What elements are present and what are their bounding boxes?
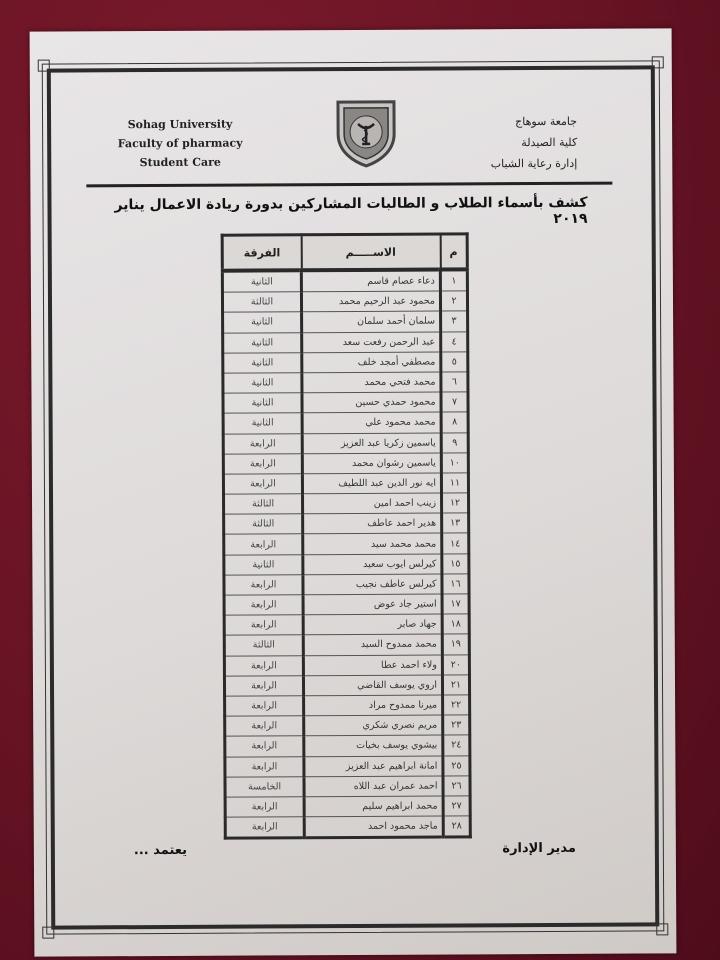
student-name: امانة ابراهيم عبد العزيز xyxy=(304,756,443,777)
student-name: دعاء عصام قاسم xyxy=(301,270,440,292)
table-row xyxy=(224,513,469,534)
table-row xyxy=(223,473,468,494)
student-name: هدير احمد عاطف xyxy=(303,513,442,534)
student-grade: الرابعة xyxy=(224,575,303,596)
student-grade: الثانية xyxy=(223,393,302,414)
table-row xyxy=(225,776,470,797)
student-grade: الرابعة xyxy=(223,453,302,474)
row-number: ١٠ xyxy=(441,453,468,473)
table-row xyxy=(224,675,469,696)
table-row xyxy=(224,574,469,595)
student-name: سلمان أحمد سلمان xyxy=(302,311,441,332)
column-header-grade: الفرقة xyxy=(222,235,301,271)
student-name: اروي يوسف القاضي xyxy=(303,675,442,696)
student-name: احمد عمران عبد اللاه xyxy=(304,776,443,797)
row-number: ٢٤ xyxy=(443,735,470,755)
student-grade: الرابعة xyxy=(224,534,303,555)
table-row xyxy=(225,715,470,736)
student-grade: الرابعة xyxy=(223,433,302,454)
student-grade: الخامسة xyxy=(225,776,304,797)
student-grade: الثانية xyxy=(223,312,302,333)
row-number: ٢٧ xyxy=(443,796,470,816)
table-row xyxy=(223,331,468,352)
corner-ornament-icon xyxy=(656,923,668,935)
student-name: كيرلس ايوب سعيد xyxy=(303,554,442,575)
table-row xyxy=(223,432,468,453)
table-row xyxy=(222,269,467,292)
row-number: ١٣ xyxy=(442,513,469,533)
table-row xyxy=(223,453,468,474)
row-number: ٥ xyxy=(441,352,468,372)
student-name: زينب احمد امين xyxy=(303,493,442,514)
table-row xyxy=(223,372,468,393)
student-name: ماجد محمود احمد xyxy=(304,816,443,838)
student-grade: الرابعة xyxy=(224,615,303,636)
row-number: ٩ xyxy=(441,432,468,452)
student-name: استير جاد عوض xyxy=(303,594,442,615)
student-grade: الثانية xyxy=(223,373,302,394)
student-name: عبد الرحمن رفعت سعد xyxy=(302,332,441,353)
student-grade: الرابعة xyxy=(225,817,304,839)
table-header-row xyxy=(222,234,467,271)
row-number: ٢٦ xyxy=(443,776,470,796)
student-grade: الثانية xyxy=(224,554,303,575)
row-number: ٢٠ xyxy=(442,654,469,674)
row-number: ١٤ xyxy=(442,533,469,553)
student-name: ايه نور الدين عبد اللطيف xyxy=(302,473,441,494)
faculty-name-ar: كلية الصيدلة xyxy=(521,135,578,150)
header-english xyxy=(110,115,250,173)
table-row xyxy=(224,554,469,575)
student-grade: الرابعة xyxy=(224,676,303,697)
row-number: ٧ xyxy=(441,392,468,412)
corner-ornament-icon xyxy=(652,56,664,68)
student-grade: الثانية xyxy=(223,413,302,434)
student-grade: الثالثة xyxy=(224,494,303,515)
row-number: ٢١ xyxy=(442,675,469,695)
table-row xyxy=(223,352,468,373)
student-name: محمد محمود علي xyxy=(302,412,441,433)
signature-approved: يعتمد ... xyxy=(133,842,188,859)
student-name: كيرلس عاطف نجيب xyxy=(303,574,442,595)
student-name: بيشوي يوسف بخيات xyxy=(304,735,443,756)
student-name: ميرنا ممدوح مراد xyxy=(304,695,443,716)
corner-ornament-icon xyxy=(38,60,50,72)
row-number: ١٥ xyxy=(442,554,469,574)
row-number: ١٩ xyxy=(442,634,469,654)
signature-director: مدير الإدارة xyxy=(502,840,576,857)
student-grade: الثالثة xyxy=(224,635,303,656)
row-number: ٢ xyxy=(440,291,467,311)
university-seal-icon xyxy=(330,96,402,168)
corner-ornament-icon xyxy=(42,927,54,939)
row-number: ٢٨ xyxy=(443,816,470,837)
student-grade: الرابعة xyxy=(225,716,304,737)
student-grade: الثانية xyxy=(223,332,302,353)
table-row xyxy=(224,493,469,514)
student-name: محمد ممدوح السيد xyxy=(303,634,442,655)
university-name-en: Sohag University xyxy=(127,117,233,132)
student-name: محمود حمدي حسين xyxy=(302,392,441,413)
document-title: كشف بأسماء الطلاب و الطالبات المشاركين بدورة ريادة الاعمال يناير ٢٠١٩ xyxy=(114,194,588,227)
table-row xyxy=(224,533,469,554)
student-grade: الرابعة xyxy=(225,736,304,757)
student-grade: الرابعة xyxy=(225,756,304,777)
table-row xyxy=(224,634,469,655)
department-name-ar: إدارة رعاية الشباب xyxy=(490,156,578,171)
student-grade: الرابعة xyxy=(223,474,302,495)
student-grade: الرابعة xyxy=(225,797,304,818)
participants-table xyxy=(221,232,472,840)
student-grade: الثالثة xyxy=(222,292,301,313)
row-number: ٨ xyxy=(441,412,468,432)
student-name: محمود عبد الرحيم محمد xyxy=(301,291,440,312)
student-grade: الرابعة xyxy=(224,655,303,676)
student-grade: الرابعة xyxy=(225,696,304,717)
table-row xyxy=(224,594,469,615)
table-row xyxy=(225,735,470,756)
row-number: ١١ xyxy=(441,473,468,493)
document-paper xyxy=(30,28,677,956)
table-row xyxy=(223,412,468,433)
student-name: ياسمين زكريا عبد العزيز xyxy=(302,433,441,454)
table-row xyxy=(225,755,470,776)
column-header-num: م xyxy=(440,234,467,270)
department-name-en: Student Care xyxy=(139,155,221,170)
student-name: ولاء احمد عطا xyxy=(303,655,442,676)
row-number: ٣ xyxy=(441,311,468,331)
student-name: مصطفي أمجد خلف xyxy=(302,352,441,373)
row-number: ٢٥ xyxy=(443,755,470,775)
row-number: ١٦ xyxy=(442,574,469,594)
header-arabic xyxy=(417,111,577,175)
table-row xyxy=(224,654,469,675)
column-header-name: الاســـــم xyxy=(301,234,440,270)
student-grade: الثانية xyxy=(223,353,302,374)
table-row xyxy=(223,392,468,413)
student-name: ياسمين رشوان محمد xyxy=(302,453,441,474)
row-number: ٦ xyxy=(441,372,468,392)
table-row xyxy=(222,291,467,312)
table-row xyxy=(225,816,470,838)
row-number: ١٨ xyxy=(442,614,469,634)
student-name: مريم نصري شكري xyxy=(304,715,443,736)
student-name: محمد فتحي محمد xyxy=(302,372,441,393)
student-name: محمد ابراهيم سليم xyxy=(304,796,443,817)
row-number: ٤ xyxy=(441,331,468,351)
row-number: ١٧ xyxy=(442,594,469,614)
student-grade: الثانية xyxy=(222,270,301,292)
student-grade: الثالثة xyxy=(224,514,303,535)
university-name-ar: جامعة سوهاج xyxy=(515,114,578,129)
row-number: ٢٣ xyxy=(443,715,470,735)
student-grade: الرابعة xyxy=(224,595,303,616)
table-row xyxy=(225,796,470,817)
student-name: جهاد صابر xyxy=(303,614,442,635)
table-row xyxy=(225,695,470,716)
student-name: محمد محمد سيد xyxy=(303,533,442,554)
table-row xyxy=(223,311,468,332)
row-number: ١٢ xyxy=(442,493,469,513)
faculty-name-en: Faculty of pharmacy xyxy=(117,136,243,151)
table-row xyxy=(224,614,469,635)
row-number: ٢٢ xyxy=(443,695,470,715)
row-number: ١ xyxy=(440,269,467,291)
